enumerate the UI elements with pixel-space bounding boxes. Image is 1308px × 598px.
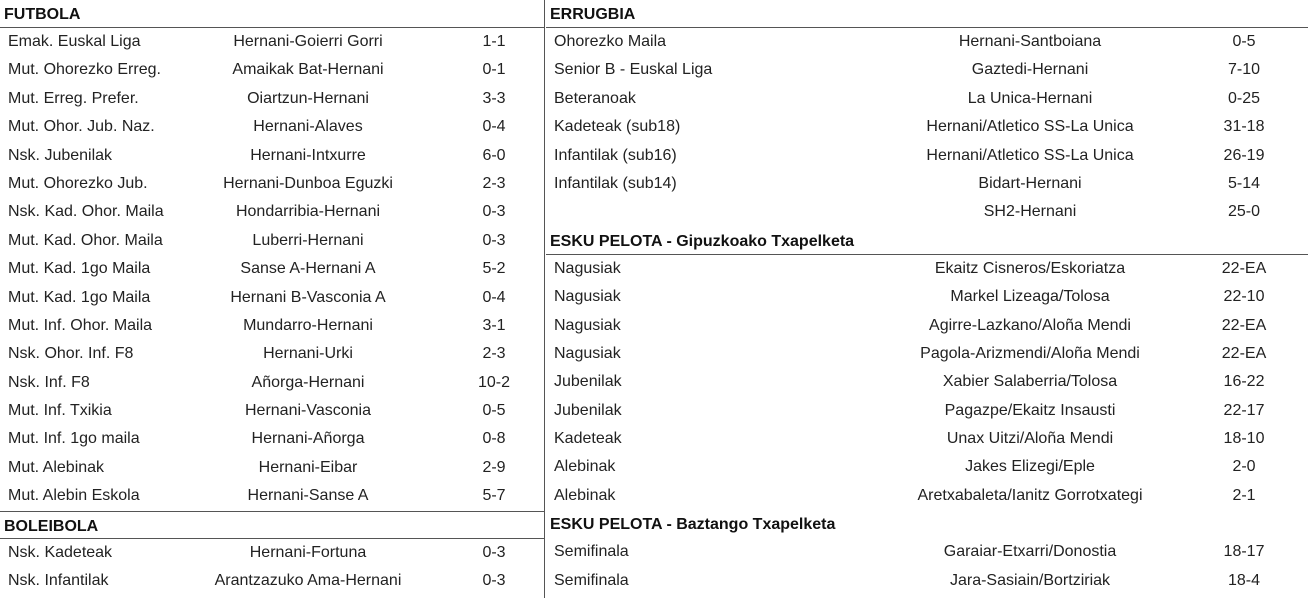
category-cell: Mut. Ohorezko Erreg. (8, 61, 161, 79)
score-cell: 5-14 (1227, 174, 1261, 192)
section-header-esku-pelota-baztan: ESKU PELOTA - Baztango Txapelketa (550, 516, 836, 534)
match-cell: Pagazpe/Ekaitz Insausti (944, 401, 1116, 419)
match-cell: Hernani B-Vasconia A (230, 288, 386, 306)
match-cell: Hernani/Atletico SS-La Unica (926, 118, 1134, 136)
match-cell: Hondarribia-Hernani (235, 203, 381, 221)
score-cell: 22-EA (1221, 344, 1267, 362)
esku-pelota-baztan-results (546, 538, 1308, 595)
score-cell: 18-4 (1227, 571, 1261, 589)
table-row (0, 369, 544, 397)
category-cell: Senior B - Euskal Liga (554, 61, 713, 79)
score-cell: 5-7 (482, 487, 506, 505)
section-header-esku-pelota-gipuzkoa: ESKU PELOTA - Gipuzkoako Txapelketa (546, 227, 1308, 255)
score-cell: 0-1 (482, 61, 506, 79)
category-cell: Semifinala (554, 571, 629, 589)
esku-pelota-gipuzkoa-results (546, 255, 1308, 511)
score-cell: 3-1 (482, 316, 506, 334)
score-cell: 0-8 (482, 430, 506, 448)
score-cell: 2-3 (482, 174, 506, 192)
score-cell: 22-EA (1221, 259, 1267, 277)
category-cell: Beteranoak (554, 89, 636, 107)
score-cell: 1-1 (482, 33, 506, 50)
score-cell: 2-9 (482, 458, 506, 476)
category-cell: Mut. Ohorezko Jub. (8, 174, 148, 192)
score-cell: 22-10 (1223, 288, 1265, 306)
score-cell: 7-10 (1227, 61, 1261, 79)
score-cell: 6-0 (482, 146, 506, 164)
match-cell: Agirre-Lazkano/Aloña Mendi (929, 316, 1131, 334)
table-row (0, 28, 544, 56)
score-cell: 18-10 (1223, 430, 1265, 448)
table-row (0, 56, 544, 84)
table-row (546, 255, 1308, 283)
category-cell: Mut. Ohor. Jub. Naz. (8, 118, 155, 136)
match-cell: Unax Uitzi/Aloña Mendi (946, 430, 1114, 448)
score-cell: 0-4 (482, 288, 506, 306)
score-cell: 25-0 (1227, 203, 1261, 221)
category-cell: Mut. Kad. 1go Maila (8, 288, 151, 306)
score-cell: 2-3 (482, 345, 506, 363)
table-row (0, 340, 544, 368)
score-cell: 10-2 (477, 373, 511, 391)
table-row (546, 340, 1308, 368)
column-divider (544, 0, 545, 598)
category-cell: Semifinala (554, 543, 629, 561)
match-cell: SH2-Hernani (983, 203, 1077, 221)
match-cell: Jakes Elizegi/Eple (965, 458, 1095, 476)
table-row (546, 567, 1308, 595)
match-cell: Arantzazuko Ama-Hernani (214, 572, 402, 590)
match-cell: Jara-Sasiain/Bortziriak (949, 571, 1111, 589)
match-cell: Pagola-Arizmendi/Aloña Mendi (920, 344, 1140, 362)
score-cell: 2-1 (1232, 486, 1256, 504)
errugbia-results (546, 28, 1308, 227)
score-cell: 0-4 (482, 118, 506, 136)
match-cell: Añorga-Hernani (251, 373, 365, 391)
table-row (0, 227, 544, 255)
category-cell: Mut. Inf. Ohor. Maila (8, 316, 153, 334)
category-cell: Nagusiak (554, 344, 621, 362)
table-row (0, 482, 544, 510)
category-cell: Infantilak (sub14) (554, 174, 677, 192)
category-cell: Alebinak (554, 458, 616, 476)
match-cell: Oiartzun-Hernani (247, 89, 369, 107)
category-cell: Kadeteak (sub18) (554, 118, 681, 136)
category-cell: Nagusiak (554, 288, 621, 306)
table-row (0, 255, 544, 283)
category-cell: Nsk. Inf. F8 (8, 373, 90, 391)
table-row (546, 283, 1308, 311)
score-cell: 26-19 (1223, 146, 1265, 164)
category-cell: Mut. Inf. Txikia (8, 402, 112, 420)
match-cell: Hernani-Santboiana (958, 33, 1102, 50)
table-row (546, 482, 1308, 510)
table-row (0, 425, 544, 453)
score-cell: 3-3 (482, 89, 506, 107)
category-cell: Alebinak (554, 486, 616, 504)
section-header-futbola: FUTBOLA (0, 0, 544, 28)
table-row (546, 368, 1308, 396)
score-cell: 16-22 (1223, 373, 1265, 391)
category-cell: Emak. Euskal Liga (8, 33, 141, 50)
match-cell: Hernani-Alaves (253, 118, 363, 136)
category-cell: Mut. Kad. 1go Maila (8, 260, 151, 278)
table-row (0, 397, 544, 425)
table-row (546, 425, 1308, 453)
match-cell: Bidart-Hernani (978, 174, 1082, 192)
category-cell: Jubenilak (554, 373, 622, 391)
category-cell: Mut. Alebinak (8, 458, 105, 476)
match-cell: Garaiar-Etxarri/Donostia (943, 543, 1117, 561)
score-cell: 22-EA (1221, 316, 1267, 334)
match-cell: Sanse A-Hernani A (240, 260, 376, 278)
category-cell: Mut. Alebin Eskola (8, 487, 140, 505)
table-row (546, 56, 1308, 84)
match-cell: Gaztedi-Hernani (971, 61, 1089, 79)
category-cell: Jubenilak (554, 401, 622, 419)
table-row (546, 453, 1308, 481)
score-cell: 0-3 (482, 203, 506, 221)
match-cell: Hernani-Urki (263, 345, 353, 363)
section-header-errugbia: ERRUGBIA (546, 0, 1308, 28)
match-cell: Hernani-Vasconia (245, 402, 371, 420)
match-cell: Amaikak Bat-Hernani (232, 61, 384, 79)
left-column (0, 0, 544, 595)
table-row (546, 85, 1308, 113)
category-cell: Mut. Kad. Ohor. Maila (8, 231, 163, 249)
table-row (546, 538, 1308, 566)
section-header-boleibola: BOLEIBOLA (0, 511, 544, 539)
category-cell: Nsk. Kadeteak (8, 543, 113, 561)
category-cell: Infantilak (sub16) (554, 146, 677, 164)
score-cell: 0-3 (482, 572, 506, 590)
match-cell: Mundarro-Hernani (243, 316, 373, 334)
match-cell: La Unica-Hernani (967, 89, 1093, 107)
table-row (0, 284, 544, 312)
match-cell: Aretxabaleta/Ianitz Gorrotxategi (917, 486, 1143, 504)
match-cell: Xabier Salaberria/Tolosa (942, 373, 1118, 391)
table-row (546, 113, 1308, 141)
score-cell: 5-2 (482, 260, 506, 278)
table-row (546, 312, 1308, 340)
score-cell: 18-17 (1223, 543, 1265, 561)
match-cell: Markel Lizeaga/Tolosa (950, 288, 1110, 306)
table-row (0, 567, 544, 595)
match-cell: Hernani-Eibar (258, 458, 358, 476)
right-column (546, 0, 1308, 595)
category-cell: Nsk. Jubenilak (8, 146, 113, 164)
table-row (546, 28, 1308, 56)
table-row (0, 142, 544, 170)
table-row (546, 198, 1308, 226)
table-row (0, 113, 544, 141)
score-cell: 2-0 (1232, 458, 1256, 476)
match-cell: Ekaitz Cisneros/Eskoriatza (934, 259, 1126, 277)
table-row (546, 170, 1308, 198)
score-cell: 31-18 (1223, 118, 1265, 136)
table-row (0, 170, 544, 198)
category-cell: Mut. Inf. 1go maila (8, 430, 140, 448)
category-cell: Nsk. Ohor. Inf. F8 (8, 345, 134, 363)
category-cell: Mut. Erreg. Prefer. (8, 89, 139, 107)
table-row (0, 312, 544, 340)
score-cell: 0-3 (482, 231, 506, 249)
boleibola-results (0, 539, 544, 596)
match-cell: Hernani-Fortuna (249, 543, 367, 561)
table-row (0, 454, 544, 482)
table-row (546, 397, 1308, 425)
score-cell: 22-17 (1223, 401, 1265, 419)
futbola-results (0, 28, 544, 511)
match-cell: Hernani-Intxurre (250, 146, 366, 164)
score-cell: 0-25 (1227, 89, 1261, 107)
table-row (546, 142, 1308, 170)
table-row (0, 539, 544, 567)
match-cell: Hernani/Atletico SS-La Unica (926, 146, 1134, 164)
category-cell: Nsk. Infantilak (8, 572, 109, 590)
table-row (0, 85, 544, 113)
table-row (0, 198, 544, 226)
score-cell: 0-5 (482, 402, 506, 420)
category-cell: Kadeteak (554, 430, 622, 448)
category-cell: Nagusiak (554, 259, 621, 277)
category-cell: Ohorezko Maila (554, 33, 667, 50)
match-cell: Hernani-Dunboa Eguzki (223, 174, 393, 192)
match-cell: Hernani-Goierri Gorri (233, 33, 383, 50)
category-cell: Nsk. Kad. Ohor. Maila (8, 203, 164, 221)
category-cell: Nagusiak (554, 316, 621, 334)
match-cell: Luberri-Hernani (252, 231, 364, 249)
match-cell: Hernani-Añorga (251, 430, 365, 448)
score-cell: 0-3 (482, 543, 506, 561)
score-cell: 0-5 (1232, 33, 1256, 50)
match-cell: Hernani-Sanse A (247, 487, 369, 505)
